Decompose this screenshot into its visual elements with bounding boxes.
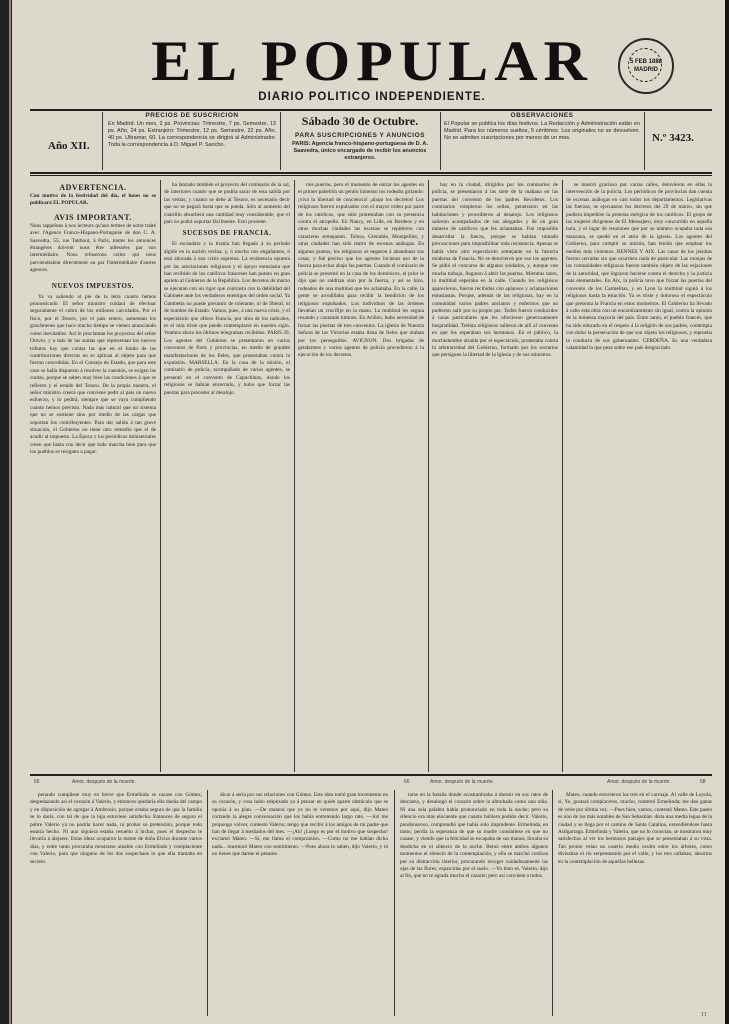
issue-date: Sábado 30 de Octubre.	[301, 114, 419, 128]
feuilleton-body: Mateo, cuando estuvieron los tres en el carruaje. Al valle de Loyola, si, Yo, gustará complaceros, mucho, contestó Ermelinda; me dan ganas de verle por última vez. —Pues bien, vamos, contestó Mateo. Este paseo es uno de los más notables de San Sebastián: dista una media legua de la ciudad y se llega por el camino de Santa Catalina, extendiéndose hasta Astigarraga. Ermelinda y Valerio, que no lo conocían, se mostraron muy satisfechos al ver los hermosos paisajes que se presentaban á su vista. Tan pronto veían un caserío medio oculto entre los árboles, como divisaban el río serpenteando por el valle; y los tres callaban, absortos en la contemplación de aquellas bellezas.	[558, 792, 712, 865]
feuilleton-label: Amor, después de la muerte.	[72, 779, 136, 785]
column-divider	[428, 180, 429, 772]
article-heading: NUEVOS IMPUESTOS.	[51, 281, 135, 290]
feuilleton-body: perando cumpliese muy en breve que Ermelinda se casase con Gómez, despedazando así el corazón á Valerio, y entonces quedaría ella dueña del campo y en disposición de agregar á Ambrosio, porque estaba segura de que la familia se lo daría, con tal de que la hija estuviese satisfecha. Entonces de seguro el pobre Valerio ya no podría hacer nada, ni probar su pretensión, porque todo estaría hecho. Ni aun siquiera estaba resuelto á luchar, pues el despecho le llevaría á alejarse. Estas ideas ocuparon la mente de doña Elvira durante varios días, y entre tanto procuraba mostrarse amable con Ermelinda y complaciente con Valerio, para que ninguno de los dos sospechase lo que ella tramaba en secreto.	[30, 792, 202, 865]
feuilleton-rule	[30, 774, 712, 776]
article-body: Ya va saliendo al pie de la letra cuanto hemos pronosticado. El señor ministro cuidará de efectuar seguramente el cobro de los millones calculados. Por el fisco, por el Tesoro, por el país entero, aumentan los gravámenes que hace mucho tiempo se vienen anunciando como inevitables. Así lo proclaman los proyectos del señor Orovio, y a más de las sumas que representan los nuevos tributos hay que contar las que en el fondo de las contribuciones directas no se aplican al objeto para que fueron concedidas. En el Consejo de Estado, que para este caso se halla dispuesto á resolver la cuestión, se exigen las cuotas, porque se saben muy bien las condiciones á que se refieren y el estado del Tesoro. De la propia manera, el señor ministro creerá que conviene pedir al país un nuevo esfuerzo, y lo pedirá, siempre que se vaya cumpliendo cuanto hemos previsto. Nada más natural que un sistema que no se sostiene sino por medio de las cargas que soportan los contribuyentes. Para dar salida á tan grave situación, el Gobierno no tiene otro remedio que el de acudir al impuesto. La Época y los periódicos ministeriales creen que basta con decir que todo marcha bien para que los pueblos se resignen a pagar.	[30, 293, 156, 456]
article-body: tres puertas, pero el momento de entrar los agentes en el primer pabellón un gentío inmenso los rodeaba gritando: ¡viva la libertad de conciencia! ¡abajo los decretos! Los religiosos fueron expulsados con el mayor orden por parte de los católicos, que sólo protestaban con su presencia contra el atropello. En Nancy, en Lille, en Burdeos y en otras muchas ciudades las escenas se repitieron con caracteres semejantes. Tolosa, Grenoble, Montpellier, y otras ciudades han sido teatro de escenas análogas. En algunos puntos, los religiosos se negaron á abandonar sus casas, y fué preciso que los agentes hicieran uso de la fuerza para echar abajo las puertas. Cuando el comisario de policía se presentó en la casa de los dominicos, el prior le dijo que no saldrían sino por la fuerza, y así se hizo, rodeados de una multitud que les aclamaba. En la calle, la gente se arrodillaba para recibir la bendición de los religiosos expulsados. Los individuos de las órdenes llevaban un crucifijo en la mano. La multitud les seguía rezando y cantando himnos. En Aviñón, hubo necesidad de forzar las puertas de tres conventos. La iglesia de Nuestra Señora de las Victorias estaba llena de fieles que oraban por los perseguidos. AVIGNON. Dos brigadas de gendarmes y varios agentes de policía procedieron á la ejecución de los decretos.	[298, 182, 424, 359]
column-divider	[562, 180, 563, 772]
infobar-rule-thin	[30, 175, 712, 176]
article-body: se mostró gracioso por varias calles, detuvieron en ellas la intervención de la policía. Los periódicos de provincias dan cuenta de escenas análogas en casi todos los departamentos. Legislativas las fuerzas, se ejecutaron los decretos del 29 de marzo, sin que pudiera impedirse la protesta enérgica de los católicos. El grupo de las mujeres dirigentes de El Mensajero, muy concurrido en aquella hora, y el lugar de reuniones que por su número ocupaba toda esa manzana, se quedó en el atrio de la iglesia. Los agentes del Gobierno, para cumplir su misión, han tenido que emplear los medios más violentos. RENNES Y AIX. Las casas de los jesuitas fueron cerradas sin que ocurriera nada de particular. Las monjas de las comunidades religiosas fueron también objeto de las vejaciones de la autoridad, que lograron hacerse contra el derecho y la justicia más elementales. En Aix, la policía tuvo que forzar las puertas del convento de los Carmelitas, y en Lyon la multitud siguió á los religiosos hasta la estación. Ya es triste y doloroso el espectáculo que presenta la Francia en estos momentos. El Gobierno ha llevado á cabo esta obra con un encarnizamiento sin igual, contra la opinión de la inmensa mayoría del país. Entre tanto, el pueblo francés, que ha sido educado en el respeto á la religión de sus padres, contempla con dolor la persecución de que son objeto los religiosos, y reprueba la conducta de sus gobernantes. CERDEÑA. Es una verdadera calamidad la que pesa sobre ese país desgraciado.	[566, 182, 712, 351]
subscription-box	[108, 112, 276, 170]
article-body: ha lanzado también el proyecto del comisario de la sal, de interiores cuanto que se podría sacar de esta salida por las ventas, y cuanto se debe al Tesoro, es necesario decir que no se pagará hasta que se pueda. Sólo al aumento del cuartillo absorberá una cantidad muy considerable, que el país no podrá soportar fácilmente. Esto promete.	[164, 182, 290, 226]
issue-number: N.º 3423.	[652, 132, 694, 144]
library-seal-stamp	[618, 38, 674, 94]
observations-box	[444, 112, 640, 170]
seal-text: 5 FEB 1888 MADRID	[629, 59, 663, 73]
feuilleton-column-1	[30, 792, 202, 1014]
article-body: El escándalo y la tiranía han llegado á su período álgido en la nación vecina, y, ó mucho nos engañamos, ó está abocada á una crisis suprema. La resistencia opuesta por las asociaciones religiosas y el apoyo entusiasta que han recibido de los católicos franceses han puesto en gran aprieto al Gobierno de la República. Los decretos de marzo se ejecutan con un rigor que contrasta con la debilidad del Gabinete ante los verdaderos enemigos del orden social. Ya Gambetta no puede presumir de tolerante, ni de liberal, ni de hombre de Estado. Vamos, pues, á una nueva crisis, y el espectáculo que ofrece Francia, por obra de los radicales, es el más triste que puede contemplarse en nuestro siglo. Veamos ahora los últimos telegramas recibidos: PARIS 29. Los agentes del Gobierno se presentaron en varios conventos de París y provincias, en medio de grandes manifestaciones de los fieles, que protestaban contra la expulsión. MARSELLA. En la casa de la misión, el comisario de policía, acompañado de varios agentes, se presentó en el convento de Capuchinos, donde los religiosos se habían encerrado, y hubo que forzar las puertas para proceder al desalojo.	[164, 241, 290, 396]
column-divider	[207, 790, 208, 1016]
masthead	[12, 20, 725, 108]
notice-text: Con motivo de la festividad del día, el lunes no se publicará EL POPULAR.	[30, 193, 156, 207]
notice-title-2: AVIS IMPORTANT.	[54, 212, 132, 222]
newspaper-title: EL POPULAR	[151, 29, 593, 93]
column-5	[566, 182, 712, 772]
feuilleton-body: tarse en la batalla donde acostumbraba á dormir en sus ratos de descanso, y desahogó el corazón sobre la almohada como una niña. Ni una sola palabra había pronunciado en toda la noche; pero su silencio era más elocuente que cuanto hubiera podido decir. Valerio, pundonoroso, comprendió que había sido imprudente. Ermelinda, en tanto, perdía la esperanza de que su madre consintiese en que no casase, y viendo que la felicidad se escapaba de sus manos, lloraba su desdicha en el silencio de la noche. Reinó entre ambos algunos momentos el silencio de la contemplación, y ella se marchó confusa por su distracción interior, procurando recoger cuidadosamente las ojas de las flores, esparcidas por el suelo. —Yo bien sé, Valerio, dijo al fin, que no te agrada mucho el casarte; pero así conviene a todos.	[400, 792, 548, 880]
subscription-text: En Madrid: Un mes, 2 ps. Provincias: Trimestre, 7 ps. Semestre, 13 ps. Año, 24 ps. Extranjero: Trimestre, 12 ps. Semestre, 22 ps. Año, 40 ps. Ultramar, 60. La correspondencia se dirigirá al Administrador. Toda la correspondencia á D. Miguel P. Sancho.	[108, 121, 276, 148]
newspaper-subtitle: DIARIO POLITICO INDEPENDIENTE.	[258, 91, 486, 103]
info-divider	[102, 112, 103, 170]
column-divider	[394, 790, 395, 1016]
column-2	[164, 182, 290, 772]
ads-box	[284, 132, 436, 170]
notice-title: ADVERTENCIA.	[59, 183, 127, 192]
column-4	[432, 182, 558, 772]
info-divider	[644, 112, 645, 170]
year-label: Año XII.	[48, 140, 90, 152]
observations-text: El Popular se publica los días festivos. La Redacción y Administración están en Madrid. Para los números sueltos, 5 céntimos. Los originales no se devuelven. No se admiten suscripciones por menos de un mes.	[444, 121, 640, 141]
article-heading: SUCESOS DE FRANCIA.	[182, 229, 272, 238]
page-number: 68	[700, 779, 706, 785]
newspaper-page	[12, 0, 725, 1024]
folio-number: 11	[701, 1012, 707, 1018]
column-divider	[160, 180, 161, 772]
column-3	[298, 182, 424, 772]
feuilleton-header	[12, 778, 725, 788]
observations-heading: OBSERVACIONES	[510, 112, 574, 119]
binding-line	[9, 0, 11, 1024]
page-number: 66	[404, 779, 410, 785]
column-divider	[552, 790, 553, 1016]
column-1	[30, 182, 156, 772]
column-divider	[294, 180, 295, 772]
page-number: 65	[34, 779, 40, 785]
notice-text-2: Nous rappelons à nos lecteurs qu'aux termes de notre traité avec l'Agence Franco-Hispano-Portugaise de don C. A. Saavedra, 55, rue Taitbout, à Paris, toutes les annonces étrangères doivent nous être adressées par son intermédiaire. Nous refuserons celles qui nous parviendraient directement ou par l'intermédiaire d'autres agences.	[30, 222, 156, 274]
feuilleton-column-3	[400, 792, 548, 1014]
feuilleton-label: Amor, después de la muerte.	[430, 779, 494, 785]
feuilleton-label: Amor, después de la muerte.	[607, 779, 671, 785]
feuilleton-column-2	[212, 792, 388, 1014]
ads-text: PARIS: Agencia franco-hispano-portuguesa de D. A. Saavedra, único encargado de recibir los anuncios extranjeros.	[292, 141, 428, 161]
info-bar	[12, 110, 725, 172]
feuilleton-column-4	[558, 792, 712, 1008]
article-body: hay en la ciudad, dirigidos por los comisarios de policía, se presentaron á las siete de la mañana en las puertas del convento de los padres Recoletos. Los comisarios rompieron los sellos, penetraron en las habitaciones y procedieron al desalojo. Los religiosos salieron acompañados de sus abogados y de un gran número de católicos que les aclamaban. Fué imposible desarrollar la fuerza, porque se habían tomado precauciones para imposibilitar toda resistencia. Apenas se había visto otro espectáculo semejante en la historia moderna de Francia. No se detuvieron por eso los agentes. Se pidió el concurso de algunos soldados, y, aunque con mucha trabajo, llegaron á abrir las puertas. Mientras tanto, la multitud esperaba en la calle. Cuando los religiosos aparecieron, fueron recibidos con aplausos y aclamaciones entusiastas. Porque, además de las religiosas, hay en la comunidad varios padres ancianos y enfermos que no pudieron salir por su propio pie. Todos fueron conducidos á casas particulares que les ofrecieron generosamente hospitalidad. Treinta religiosos salieron de allí al convento en que los esperaban sus hermanos. En el público, la muchedumbre atraída por el espectáculo, protestaba contra la arbitrariedad del Gobierno, formado por los sectarios que persiguen la libertad de la Iglesia y de sus ministros.	[432, 182, 558, 359]
infobar-rule	[30, 172, 712, 174]
info-divider	[440, 112, 441, 170]
feuilleton-body: dícar á seria por sus relaciones con Gómez. Este idea tomó gran incremento en su corazón, y cosa hubo empezado ya á pensar en quién aparte obstáculo que se oponía á su plan. —De manera que ya no te veremos por aquí, dijo Mateo cortando la alegre conversación que los había entretenido largo rato. —Así me propongo volver, contestó Valerio; tengo que recibir á los amigos de mi padre que han de llegar á mediados del mes. —¡Ah! ¡Luego es por el motivo que sospecho! exclamó Mateo. —Sí, me llama el compromiso. —Como no me habían dicho nada... murmuró Mateo con sentimiento. —Pues ahora lo saben, dijo Valerio, y tú no tienes que darme el pésame.	[212, 792, 388, 858]
subscription-heading: PRECIOS DE SUSCRICION	[145, 112, 239, 119]
ads-heading: PARA SUSCRIPCIONES Y ANUNCIOS	[295, 132, 425, 139]
